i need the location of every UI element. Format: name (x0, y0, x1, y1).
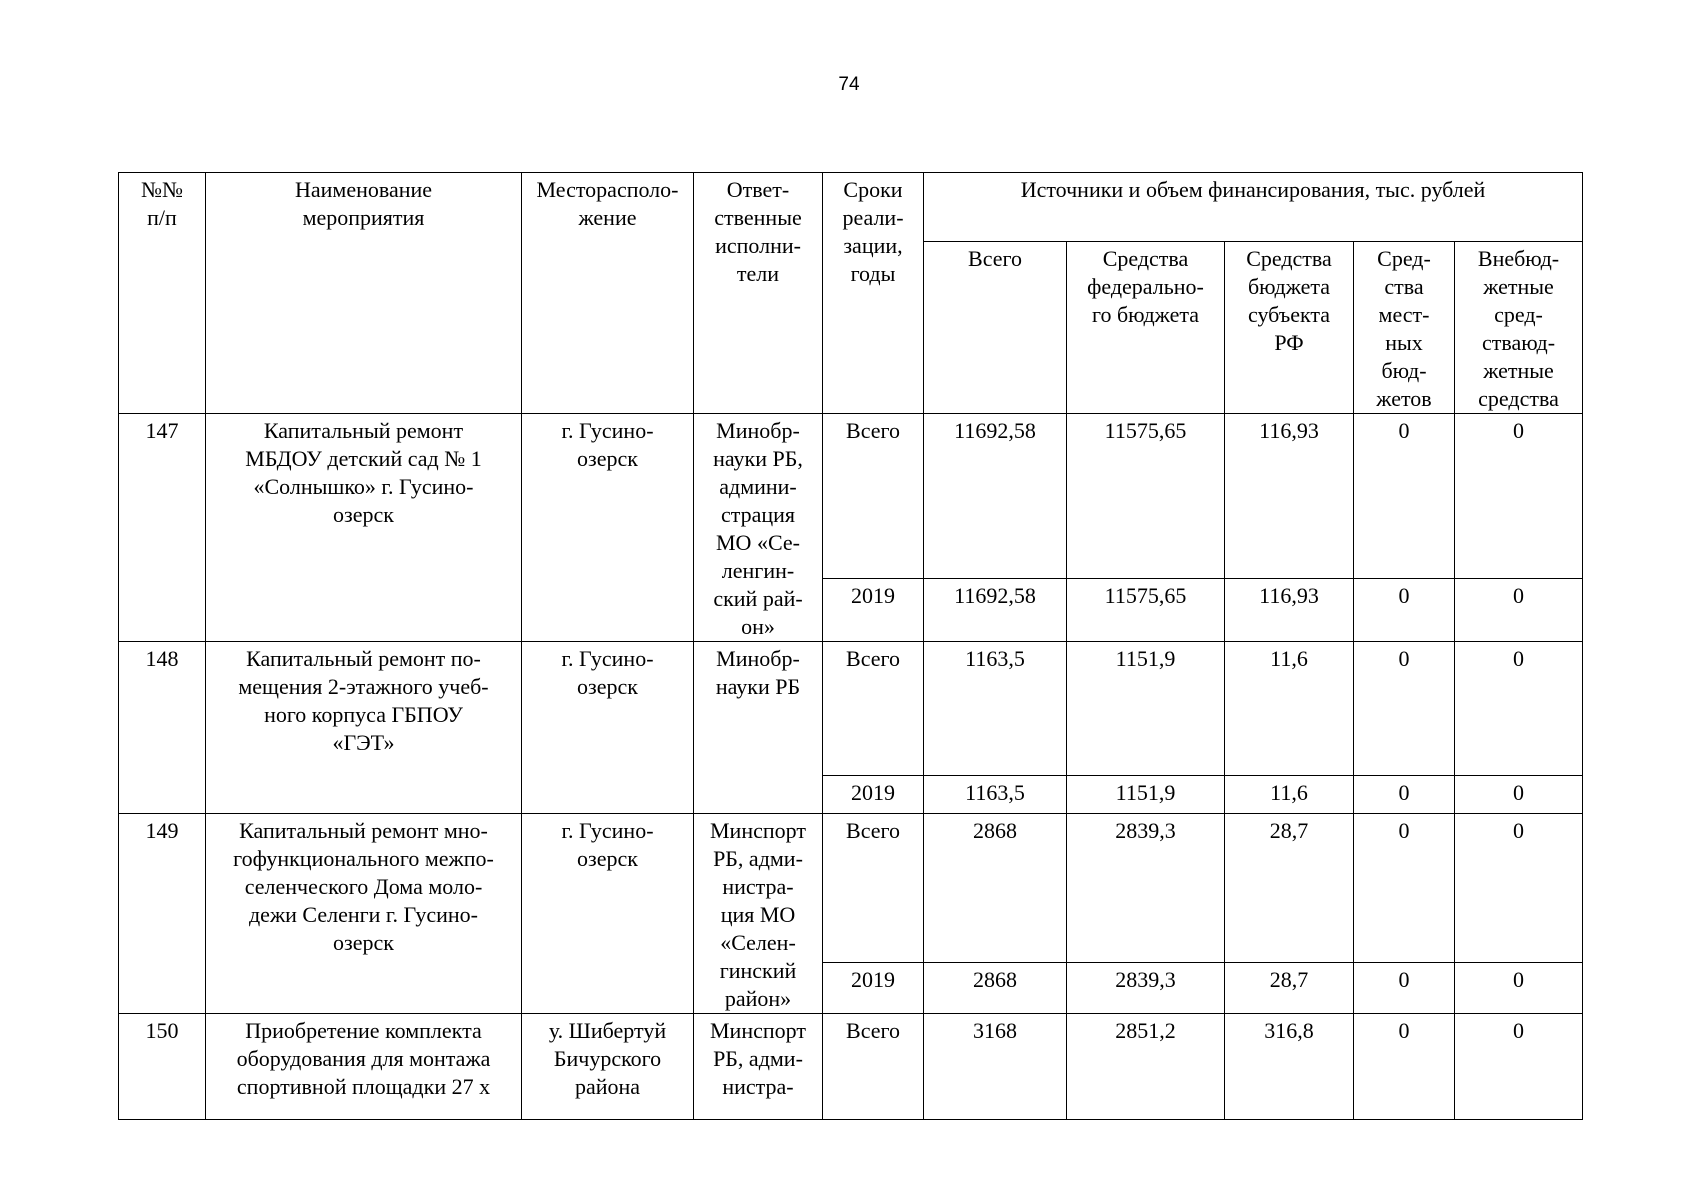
row-total (924, 776, 1067, 814)
row-responsible (694, 642, 823, 814)
header-num: №№ п/п (119, 173, 206, 414)
row-total (924, 962, 1067, 1013)
row-subject (1225, 776, 1354, 814)
row-period (823, 814, 924, 963)
row-extra (1455, 414, 1583, 579)
row-federal-text: 2851,2 (1115, 1018, 1176, 1043)
header-row (119, 173, 1583, 242)
row-period-text: 2019 (851, 780, 895, 805)
header-federal: Средства федерально- го бюджета (1067, 242, 1225, 414)
row-subject-text: 116,93 (1259, 583, 1319, 609)
row-extra-text: 0 (1513, 966, 1525, 992)
row-total-text: 3168 (973, 1018, 1017, 1043)
row-subject (1225, 1014, 1354, 1120)
row-subject (1225, 814, 1354, 963)
row-local (1354, 414, 1455, 579)
header-location: Месторасполо- жение (522, 173, 694, 414)
row-location-text: г. Гусино- озерск (561, 818, 654, 871)
row-local-text: 0 (1398, 780, 1410, 805)
row-subject (1225, 414, 1354, 579)
row-federal-text: 1151,9 (1115, 646, 1176, 671)
row-total (924, 1014, 1067, 1120)
row-local (1354, 814, 1455, 963)
row-period-text: Всего (846, 418, 900, 443)
row-extra-text: 0 (1513, 418, 1525, 443)
header-extra: Внебюд- жетные сред- стваюд- жетные средства (1455, 242, 1583, 414)
table-row (119, 1014, 1583, 1120)
row-local-text: 0 (1398, 1018, 1410, 1043)
row-federal (1067, 1014, 1225, 1120)
table-row (119, 814, 1583, 963)
row-period (823, 962, 924, 1013)
row-local (1354, 642, 1455, 776)
table-row (119, 642, 1583, 776)
header-period: Сроки реали- зации, годы (823, 173, 924, 414)
row-total-text: 2868 (973, 966, 1017, 992)
row-name (206, 414, 522, 642)
financing-table (118, 172, 1583, 1120)
table-body (119, 414, 1583, 1120)
row-num (119, 814, 206, 1014)
header-total: Всего (924, 242, 1067, 414)
row-name-text: Капитальный ремонт мно- гофункционального межпо- селенческого Дома моло- дежи Селенги г. Гусино- озерск (233, 818, 494, 955)
row-federal (1067, 579, 1225, 642)
row-local-text: 0 (1398, 583, 1410, 609)
row-subject-text: 11,6 (1270, 780, 1308, 805)
row-extra (1455, 642, 1583, 776)
row-extra (1455, 962, 1583, 1013)
row-subject (1225, 642, 1354, 776)
row-responsible (694, 414, 823, 642)
row-federal (1067, 814, 1225, 963)
row-local-text: 0 (1398, 418, 1410, 443)
row-extra-text: 0 (1513, 818, 1525, 843)
row-federal (1067, 776, 1225, 814)
row-extra (1455, 1014, 1583, 1120)
row-subject-text: 316,8 (1264, 1018, 1314, 1043)
row-period-text: 2019 (851, 966, 895, 992)
row-total-text: 1163,5 (965, 780, 1025, 805)
row-location-text: г. Гусино- озерск (561, 646, 654, 699)
page-number: 74 (838, 74, 860, 95)
row-responsible-text: Минспорт РБ, адми- нистра- ция МО «Селен- гинский район» (710, 818, 806, 1011)
row-num-text: 150 (145, 1018, 179, 1043)
row-federal-text: 2839,3 (1115, 966, 1176, 992)
row-period-text: Всего (846, 646, 900, 671)
row-period (823, 579, 924, 642)
row-responsible-text: Минспорт РБ, адми- нистра- (710, 1018, 806, 1099)
row-subject-text: 116,93 (1259, 418, 1319, 443)
row-subject-text: 28,7 (1269, 966, 1309, 992)
row-num (119, 1014, 206, 1120)
row-local-text: 0 (1398, 966, 1410, 992)
row-total-text: 2868 (973, 818, 1017, 843)
header-local: Сред- ства мест- ных бюд- жетов (1354, 242, 1455, 414)
row-location (522, 1014, 694, 1120)
row-responsible (694, 1014, 823, 1120)
row-period (823, 642, 924, 776)
row-location (522, 814, 694, 1014)
row-name (206, 814, 522, 1014)
table-row (119, 414, 1583, 579)
row-federal-text: 2839,3 (1115, 818, 1176, 843)
row-subject (1225, 962, 1354, 1013)
row-period-text: Всего (846, 818, 900, 843)
row-subject (1225, 579, 1354, 642)
header-subject: Средства бюджета субъекта РФ (1225, 242, 1354, 414)
row-federal-text: 1151,9 (1115, 780, 1176, 805)
row-total (924, 579, 1067, 642)
row-federal (1067, 414, 1225, 579)
row-name-text: Капитальный ремонт МБДОУ детский сад № 1 «Солнышко» г. Гусино- озерск (245, 418, 482, 527)
row-responsible-text: Минобр- науки РБ, админи- страция МО «Се- ленгин- ский рай- он» (713, 418, 803, 639)
row-federal-text: 11575,65 (1104, 418, 1187, 443)
row-subject-text: 28,7 (1269, 818, 1309, 843)
row-subject-text: 11,6 (1270, 646, 1308, 671)
row-extra-text: 0 (1513, 583, 1525, 609)
row-extra (1455, 814, 1583, 963)
row-local-text: 0 (1398, 646, 1410, 671)
row-total-text: 11692,58 (954, 583, 1036, 609)
header-sources: Источники и объем финансирования, тыс. рублей (924, 173, 1583, 242)
row-name (206, 1014, 522, 1120)
row-local (1354, 776, 1455, 814)
row-extra-text: 0 (1513, 780, 1525, 805)
row-period (823, 414, 924, 579)
row-extra-text: 0 (1513, 1018, 1525, 1043)
row-location (522, 414, 694, 642)
row-extra (1455, 776, 1583, 814)
row-responsible (694, 814, 823, 1014)
row-num-text: 147 (145, 418, 179, 443)
row-total (924, 414, 1067, 579)
row-local (1354, 579, 1455, 642)
header-name: Наименование мероприятия (206, 173, 522, 414)
row-period (823, 776, 924, 814)
header-responsible: Ответ- ственные исполни- тели (694, 173, 823, 414)
row-extra-text: 0 (1513, 646, 1525, 671)
row-federal (1067, 962, 1225, 1013)
row-total-text: 11692,58 (954, 418, 1036, 443)
row-name (206, 642, 522, 814)
row-responsible-text: Минобр- науки РБ (715, 646, 801, 699)
row-location-text: г. Гусино- озерск (561, 418, 654, 471)
row-local (1354, 1014, 1455, 1120)
row-period (823, 1014, 924, 1120)
row-local (1354, 962, 1455, 1013)
row-name-text: Капитальный ремонт по- мещения 2-этажного учеб- ного корпуса ГБПОУ «ГЭТ» (238, 646, 489, 755)
row-location-text: у. Шибертуй Бичурского района (548, 1018, 667, 1099)
row-num-text: 148 (145, 646, 179, 671)
row-total (924, 642, 1067, 776)
row-num (119, 414, 206, 642)
row-federal (1067, 642, 1225, 776)
row-local-text: 0 (1398, 818, 1410, 843)
row-period-text: 2019 (851, 583, 895, 609)
row-num (119, 642, 206, 814)
row-num-text: 149 (145, 818, 179, 843)
row-location (522, 642, 694, 814)
row-total-text: 1163,5 (965, 646, 1025, 671)
row-extra (1455, 579, 1583, 642)
row-name-text: Приобретение комплекта оборудования для монтажа спортивной площадки 27 х (236, 1018, 491, 1099)
row-total (924, 814, 1067, 963)
row-period-text: Всего (846, 1018, 900, 1043)
row-federal-text: 11575,65 (1104, 583, 1187, 609)
